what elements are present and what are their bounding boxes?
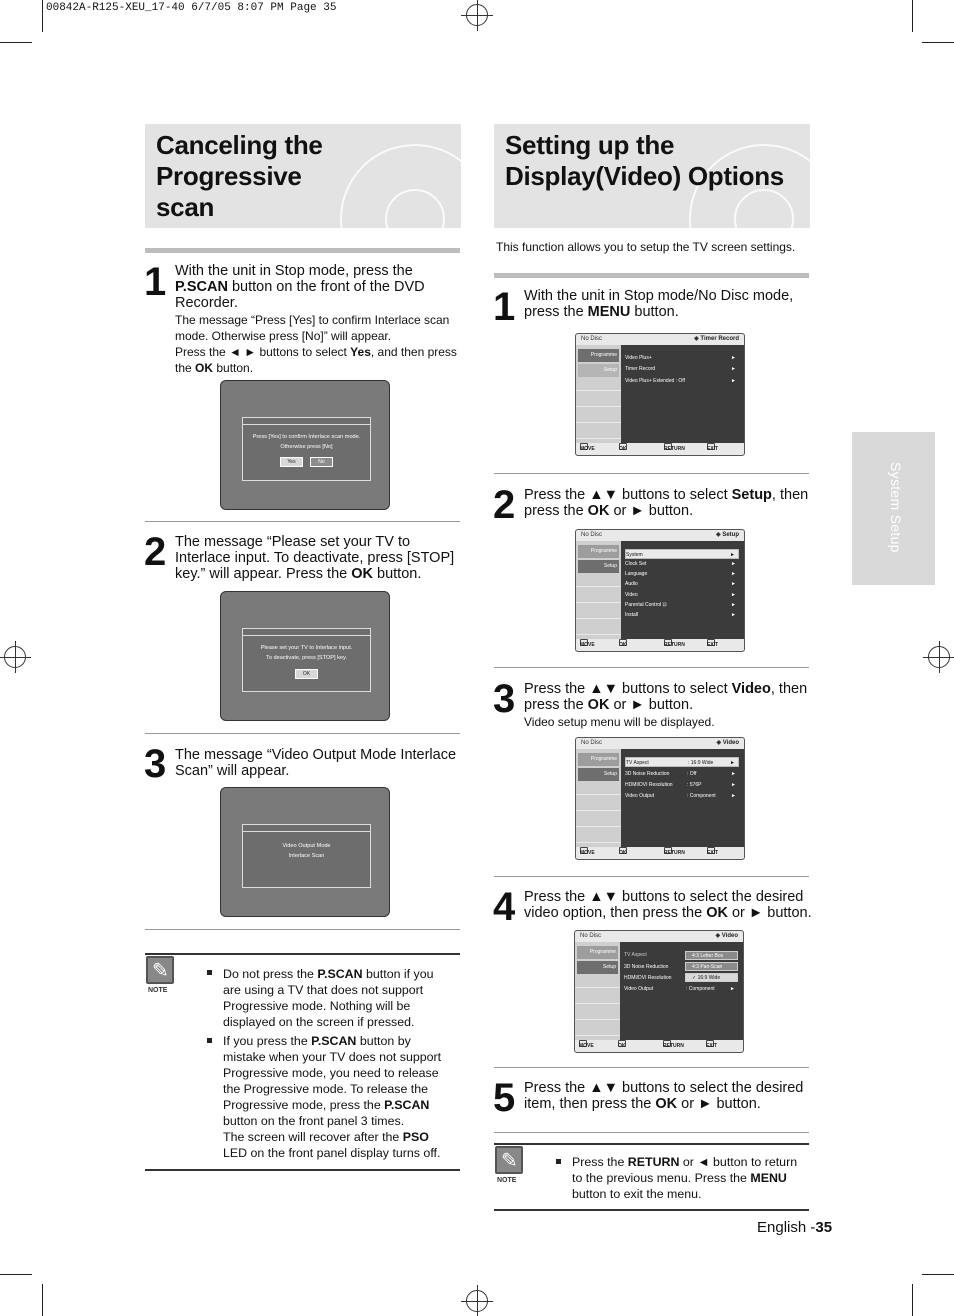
divider [494, 1067, 809, 1068]
menu-item[interactable]: Clock Set ► [625, 561, 736, 567]
crop-mark [922, 1274, 954, 1275]
no-button[interactable]: No [310, 457, 333, 467]
left-title-box [145, 124, 461, 228]
divider [494, 667, 809, 668]
step-number: 2 [144, 530, 166, 574]
menu-item[interactable]: TV Aspect [624, 952, 647, 958]
info-dialog [242, 824, 371, 888]
crop-mark [912, 1284, 913, 1316]
tv-screen [220, 787, 390, 917]
divider [145, 248, 460, 253]
menu-item[interactable]: Video Plus+ ► [625, 355, 736, 361]
note-item: Press the RETURN or ◄ button to return to the previous menu. Press the MENU button to exit the menu. [572, 1155, 798, 1201]
step-text: Press the ▲▼ buttons to select Setup, then press the OK or ► button. [524, 487, 809, 519]
step-number: 2 [493, 483, 515, 527]
menu-item[interactable]: Video Plus+ Extended : Off ► [625, 378, 736, 384]
menu-item[interactable]: HDMI/DVI Resolution [624, 975, 672, 981]
dialog-text: Otherwise press [No] [280, 444, 333, 450]
divider [494, 273, 809, 278]
note-label: NOTE [497, 1177, 517, 1184]
right-title: Setting up the Display(Video) Options [505, 130, 784, 191]
bullet [207, 970, 212, 975]
registration-mark [4, 646, 26, 668]
dialog-text: Press [Yes] to confirm Interlace scan mode. [252, 434, 361, 440]
divider [145, 953, 460, 955]
menu-screen: No Disc ◈ Timer Record Programme Setup Video Plus+ ► Timer Record ► Video Plus+ Extended : Off ► MOVE OK RETURN EXIT [575, 333, 745, 456]
option-wide[interactable]: ✓ 16:9 Wide [685, 973, 738, 982]
dialog-text: To deactivate, press [STOP] key. [266, 655, 347, 661]
tv-screen [220, 380, 390, 510]
note-item: Do not press the P.SCAN button if you are using a TV that does not support Progressive mode. Nothing will be displayed on the screen if pressed. [223, 967, 434, 1029]
divider [145, 929, 460, 930]
menu-screen: No Disc ◈ Setup Programme Setup System ► Clock Set ► Language ► Audio ► Video ► Parental Control ⊡ ► Install ► MOVE OK RETURN EXIT [575, 529, 745, 652]
menu-item[interactable]: 3D Noise Reduction [624, 964, 669, 970]
step-number: 3 [493, 677, 515, 721]
divider [494, 473, 809, 474]
programme-tab[interactable]: Programme [578, 545, 619, 558]
registration-mark [928, 646, 950, 668]
registration-mark [466, 1290, 488, 1312]
step-number: 3 [144, 742, 166, 786]
step-number: 1 [144, 260, 166, 304]
menu-item[interactable]: Language ► [625, 571, 736, 577]
confirm-dialog [242, 417, 371, 481]
step-text: With the unit in Stop mode/No Disc mode, press the MENU button. [524, 288, 794, 320]
step-text: The message “Video Output Mode Interlace Scan” will appear. [175, 747, 457, 779]
bullet [556, 1159, 561, 1164]
menu-item[interactable]: Video Output : Component ► [625, 793, 736, 799]
bullet [207, 1038, 212, 1043]
setup-tab[interactable]: Setup [578, 560, 619, 573]
dialog-text: Interlace Scan [288, 853, 325, 859]
divider [494, 1132, 809, 1133]
note-icon [495, 1146, 523, 1174]
menu-item[interactable]: Install ► [625, 612, 736, 618]
step-text: Press the ▲▼ buttons to select Video, then press the OK or ► button. [524, 681, 808, 713]
step-number: 4 [493, 885, 515, 929]
menu-item-selected[interactable]: TV Aspect : 16:9 Wide ► [625, 757, 739, 767]
divider [494, 1209, 809, 1211]
dialog-text: Please set your TV to Interlace input. [260, 645, 353, 651]
menu-item-selected[interactable]: System ► [625, 549, 739, 559]
divider [145, 733, 460, 734]
info-dialog [242, 628, 371, 692]
setup-tab[interactable]: Setup [578, 364, 619, 377]
step-text: With the unit in Stop mode, press the P.SCAN button on the front of the DVD Recorder. [175, 263, 425, 311]
crop-mark [912, 0, 913, 32]
setup-tab[interactable]: Setup [577, 961, 618, 974]
step-text: Press the ▲▼ buttons to select the desired video option, then press the OK or ► button. [524, 889, 812, 921]
ok-button[interactable]: OK [295, 669, 318, 679]
crop-mark [42, 0, 43, 32]
left-title: Canceling the Progressive scan [156, 130, 323, 222]
crop-mark [42, 1284, 43, 1316]
right-title-box [494, 124, 810, 228]
step-number: 5 [493, 1076, 515, 1120]
option-pan-scan[interactable]: 4:3 Pan-Scan [685, 962, 738, 971]
divider [145, 521, 460, 522]
menu-item[interactable]: 3D Noise Reduction : Off ► [625, 771, 736, 777]
menu-item[interactable]: Parental Control ⊡ ► [625, 602, 736, 608]
crop-mark [922, 42, 954, 43]
option-letter-box[interactable]: 4:3 Letter Box [685, 951, 738, 960]
crop-mark [0, 42, 32, 43]
divider [494, 876, 809, 877]
note-item: If you press the P.SCAN button by mistake when your TV does not support Progressive mode, you need to release the Progressive mode. To release the Progressive mode, press the P.SCAN button on the front panel 3 times. The screen will recover after the PSO LED on the front panel display turns off. [223, 1034, 442, 1160]
dialog-text: Video Output Mode [282, 843, 331, 849]
tv-screen [220, 591, 390, 721]
step-subtext: The message “Press [Yes] to confirm Interlace scan mode. Otherwise press [No]” will appear. Press the ◄ ► buttons to select Yes, and then press the OK button. [175, 313, 457, 375]
registration-mark [466, 4, 488, 26]
yes-button[interactable]: Yes [280, 457, 303, 467]
menu-item[interactable]: Video ► [625, 592, 736, 598]
divider [145, 1169, 460, 1171]
page-footer: English -35 [757, 1219, 833, 1236]
section-tab: System Setup [852, 432, 935, 585]
divider [494, 1143, 809, 1145]
step-text: Press the ▲▼ buttons to select the desired item, then press the OK or ► button. [524, 1080, 804, 1112]
menu-item[interactable]: Video Output : Component ► [624, 986, 735, 992]
print-slug: 00842A-R125-XEU_17-40 6/7/05 8:07 PM Page 35 [46, 2, 337, 14]
note-label: NOTE [148, 987, 168, 994]
step-number: 1 [493, 285, 515, 329]
menu-item[interactable]: HDMI/DVI Resolution : 576P ► [625, 782, 736, 788]
step-subtext: Video setup menu will be displayed. [524, 715, 715, 729]
programme-tab[interactable]: Programme [577, 946, 618, 959]
menu-item[interactable]: Timer Record ► [625, 366, 736, 372]
step-text: The message “Please set your TV to Interlace input. To deactivate, press [STOP] key.” will appear. Press the OK button. [175, 534, 455, 582]
menu-screen: No Disc ◈ Video Programme Setup TV Aspect 3D Noise Reduction HDMI/DVI Resolution Video Output : Component ► 4:3 Letter Box 4:3 Pan-Scan ✓ 16:9 Wide MOVE OK RETURN EXIT [574, 930, 744, 1053]
crop-mark [0, 1274, 32, 1275]
intro-text: This function allows you to setup the TV screen settings. [496, 240, 796, 254]
menu-item[interactable]: Audio ► [625, 581, 736, 587]
programme-tab[interactable]: Programme [578, 349, 619, 362]
setup-tab[interactable]: Setup [578, 768, 619, 781]
menu-screen: No Disc ◈ Video Programme Setup TV Aspect : 16:9 Wide ► 3D Noise Reduction : Off ► HDMI/DVI Resolution : 576P ► Video Output : Component ► MOVE OK RETURN EXIT [575, 737, 745, 860]
check-icon: ✓ [692, 975, 697, 981]
programme-tab[interactable]: Programme [578, 753, 619, 766]
note-icon [146, 956, 174, 984]
